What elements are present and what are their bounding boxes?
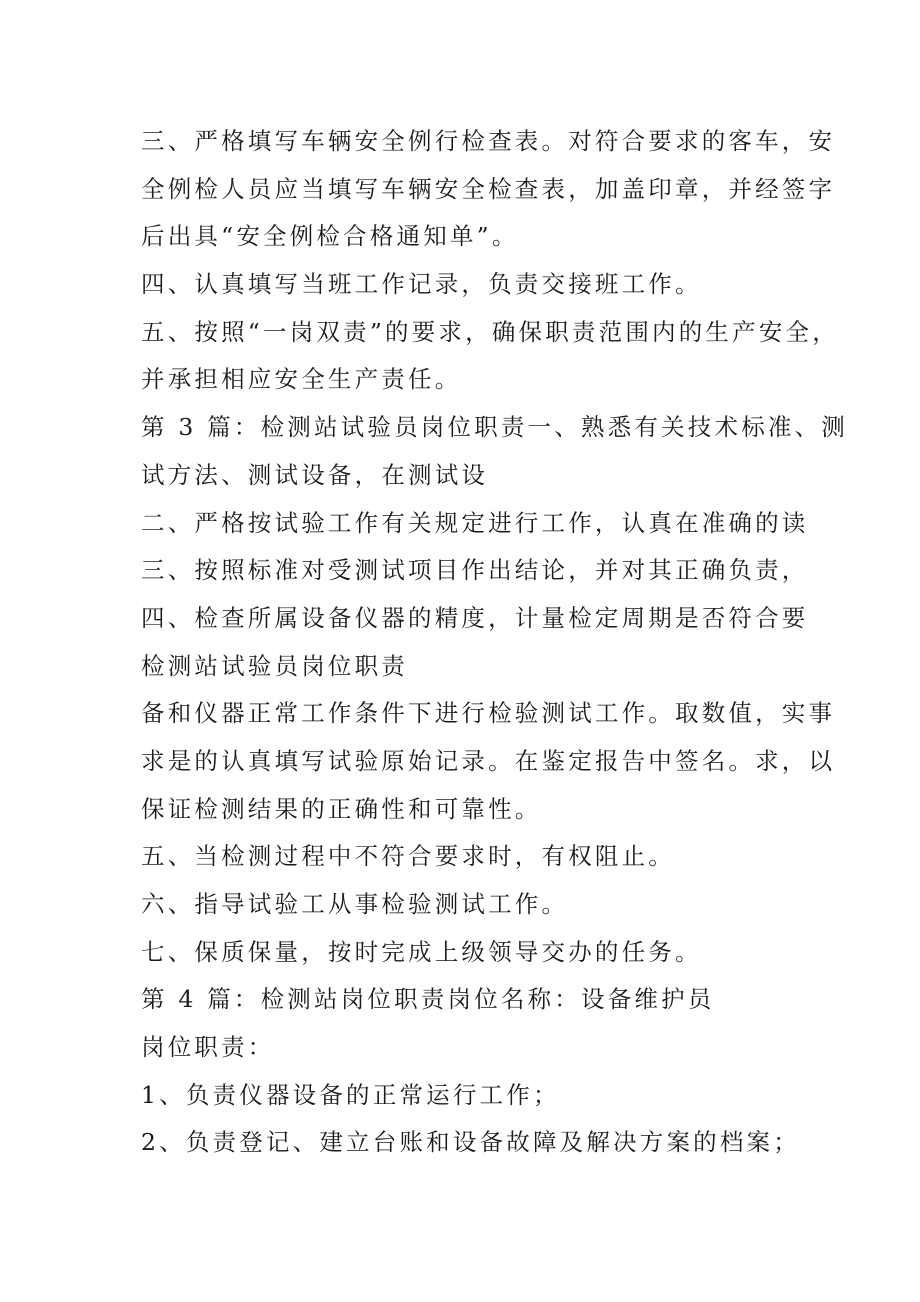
section-heading-3: 第 3 篇：检测站试验员岗位职责一、熟悉有关技术标准、测 (141, 413, 848, 442)
text-line: 保证检测结果的正确性和可靠性。 (141, 794, 542, 823)
text-line: 七、保质保量，按时完成上级领导交办的任务。 (141, 937, 702, 966)
section-heading-4: 第 4 篇：检测站岗位职责岗位名称：设备维护员 (141, 985, 715, 1014)
text-line: 四、检查所属设备仪器的精度，计量检定周期是否符合要 (141, 603, 809, 632)
text-line: 五、当检测过程中不符合要求时，有权阻止。 (141, 842, 675, 871)
document-body (141, 118, 848, 1167)
text-line: 1、负责仪器设备的正常运行工作； (141, 1080, 560, 1109)
text-line: 2、负责登记、建立台账和设备故障及解决方案的档案； (141, 1128, 800, 1157)
text-line: 求是的认真填写试验原始记录。在鉴定报告中签名。求，以 (141, 746, 836, 775)
text-line: 试方法、测试设备，在测试设 (141, 460, 489, 489)
text-line: 六、指导试验工从事检验测试工作。 (141, 890, 569, 918)
text-line: 全例检人员应当填写车辆安全检查表，加盖印章，并经签字 (141, 174, 836, 203)
text-line: 四、认真填写当班工作记录，负责交接班工作。 (141, 270, 702, 299)
text-line: 并承担相应安全生产责任。 (141, 365, 462, 394)
text-line: 五、按照“一岗双责”的要求，确保职责范围内的生产安全， (141, 317, 839, 346)
text-line: 三、按照标准对受测试项目作出结论，并对其正确负责， (141, 556, 809, 585)
text-line: 后出具“安全例检合格通知单”。 (141, 222, 519, 251)
subtitle-line: 检测站试验员岗位职责 (141, 651, 408, 680)
text-line: 岗位职责： (141, 1033, 275, 1062)
text-line: 三、严格填写车辆安全例行检查表。对符合要求的客车，安 (141, 127, 836, 155)
text-line: 二、严格按试验工作有关规定进行工作，认真在准确的读 (141, 508, 809, 537)
text-line: 备和仪器正常工作条件下进行检验测试工作。取数值，实事 (141, 699, 836, 728)
